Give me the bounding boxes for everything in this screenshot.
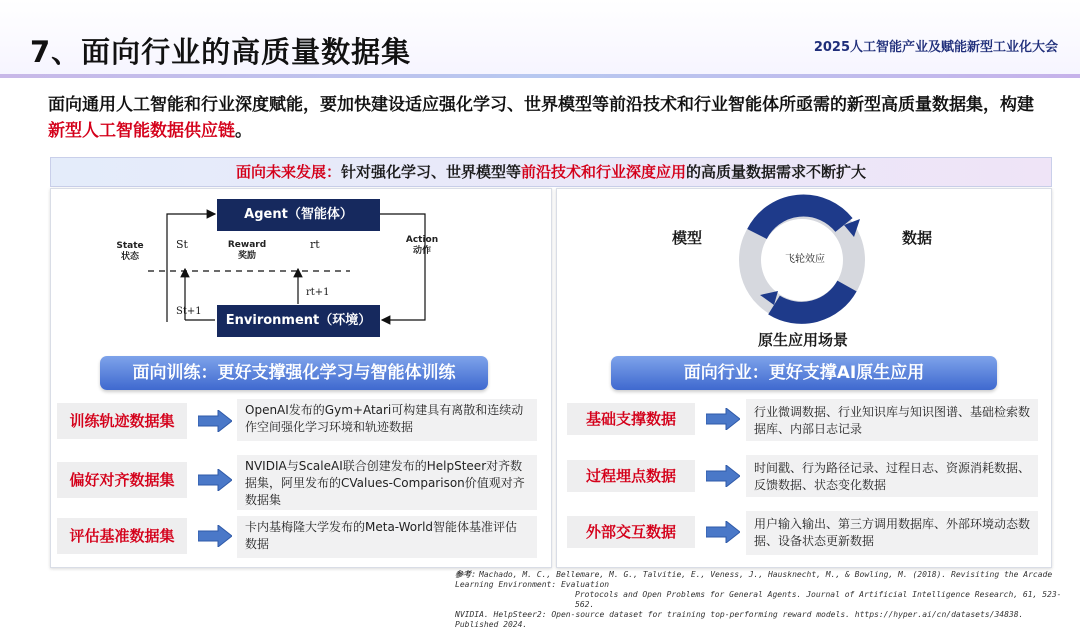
conference-name: 2025人工智能产业及赋能新型工业化大会 [813, 40, 1058, 55]
footnote-text-1: Machado, M. C., Bellemare, M. G., Talvitie, E., Veness, J., Hausknecht, M., & Bowling, M. (2018). Revisiting the Arcade Learning Environment: Evaluation [455, 570, 1053, 589]
intro-paragraph [48, 92, 1048, 144]
future-banner [50, 157, 1052, 187]
category-base-support: 基础支撑数据 [567, 403, 695, 435]
training-pill: 面向训练：更好支撑强化学习与智能体训练 [100, 356, 488, 390]
category-process-tracking: 过程埋点数据 [567, 460, 695, 492]
reward-en: Reward [227, 240, 267, 250]
header-divider [0, 74, 1080, 78]
references-footnote [455, 570, 1070, 630]
flywheel-scenario-label: 原生应用场景 [758, 331, 849, 349]
footnote-line-2: Protocols and Open Problems for General Agents. Journal of Artificial Intelligence Research, 61, 523-562. [575, 590, 1062, 609]
banner-text-1: 针对强化学习、世界模型等 [340, 163, 521, 181]
arrow-right-icon [706, 465, 740, 487]
category-external-interaction: 外部交互数据 [567, 516, 695, 548]
action-en: Action [405, 235, 439, 245]
desc-external-interaction: 用户输入输出、第三方调用数据库、外部环境动态数据、设备状态更新数据 [746, 511, 1038, 555]
arrow-right-icon [198, 410, 232, 432]
state-en: State [116, 241, 144, 251]
desc-training-trajectory: OpenAI发布的Gym+Atari可构建具有离散和连续动作空间强化学习环境和轨迹数据 [237, 399, 537, 441]
flywheel-center-label: 飞轮效应 [785, 254, 825, 265]
category-preference-alignment: 偏好对齐数据集 [57, 462, 187, 498]
state-label [110, 241, 150, 263]
footnote-label: 参考： [455, 570, 479, 579]
intro-text: 面向通用人工智能和行业深度赋能，要加快建设适应强化学习、世界模型等前沿技术和行业智能体所亟需的新型高质量数据集，构建 [48, 95, 1034, 115]
arrow-right-icon [706, 408, 740, 430]
st1-label: St+1 [176, 306, 202, 317]
category-evaluation-benchmark: 评估基准数据集 [57, 518, 187, 554]
arrow-right-icon [198, 525, 232, 547]
arrow-right-icon [706, 521, 740, 543]
desc-base-support: 行业微调数据、行业知识库与知识图谱、基础检索数据库、内部日志记录 [746, 399, 1038, 441]
banner-red-2: 前沿技术和行业深度应用 [521, 163, 687, 181]
arrow-right-icon [198, 469, 232, 491]
state-zh: 状态 [120, 252, 139, 262]
action-zh: 动作 [412, 246, 431, 256]
footnote-line-3: NVIDIA. HelpSteer2: Open-source dataset for training top-performing reward models. https://hyper.ai/cn/datasets/34838. Published 2024. [455, 610, 1024, 629]
rt-label: rt [310, 238, 320, 251]
reward-label [225, 240, 269, 262]
agent-box: Agent（智能体） [217, 199, 380, 231]
action-label [400, 235, 444, 257]
category-training-trajectory: 训练轨迹数据集 [57, 403, 187, 439]
banner-red-1: 面向未来发展： [235, 163, 341, 181]
st-label: St [176, 238, 188, 251]
footnote-line-1 [455, 570, 1070, 590]
banner-text-2: 的高质量数据需求不断扩大 [686, 163, 867, 181]
reward-zh: 奖励 [237, 251, 256, 261]
environment-box: Environment（环境） [217, 305, 380, 337]
flywheel-model-label: 模型 [672, 229, 703, 247]
flywheel-data-label: 数据 [902, 229, 933, 247]
page-title: 7、面向行业的高质量数据集 [30, 35, 412, 69]
rt1-label: rt+1 [306, 287, 330, 298]
desc-process-tracking: 时间戳、行为路径记录、过程日志、资源消耗数据、反馈数据、状态变化数据 [746, 455, 1038, 497]
industry-pill: 面向行业：更好支撑AI原生应用 [611, 356, 997, 390]
intro-highlight: 新型人工智能数据供应链 [48, 121, 235, 141]
desc-preference-alignment: NVIDIA与ScaleAI联合创建发布的HelpSteer对齐数据集，阿里发布的CValues-Comparison价值观对齐数据集 [237, 455, 537, 510]
desc-evaluation-benchmark: 卡内基梅隆大学发布的Meta-World智能体基准评估数据 [237, 516, 537, 558]
intro-end: 。 [235, 121, 252, 141]
